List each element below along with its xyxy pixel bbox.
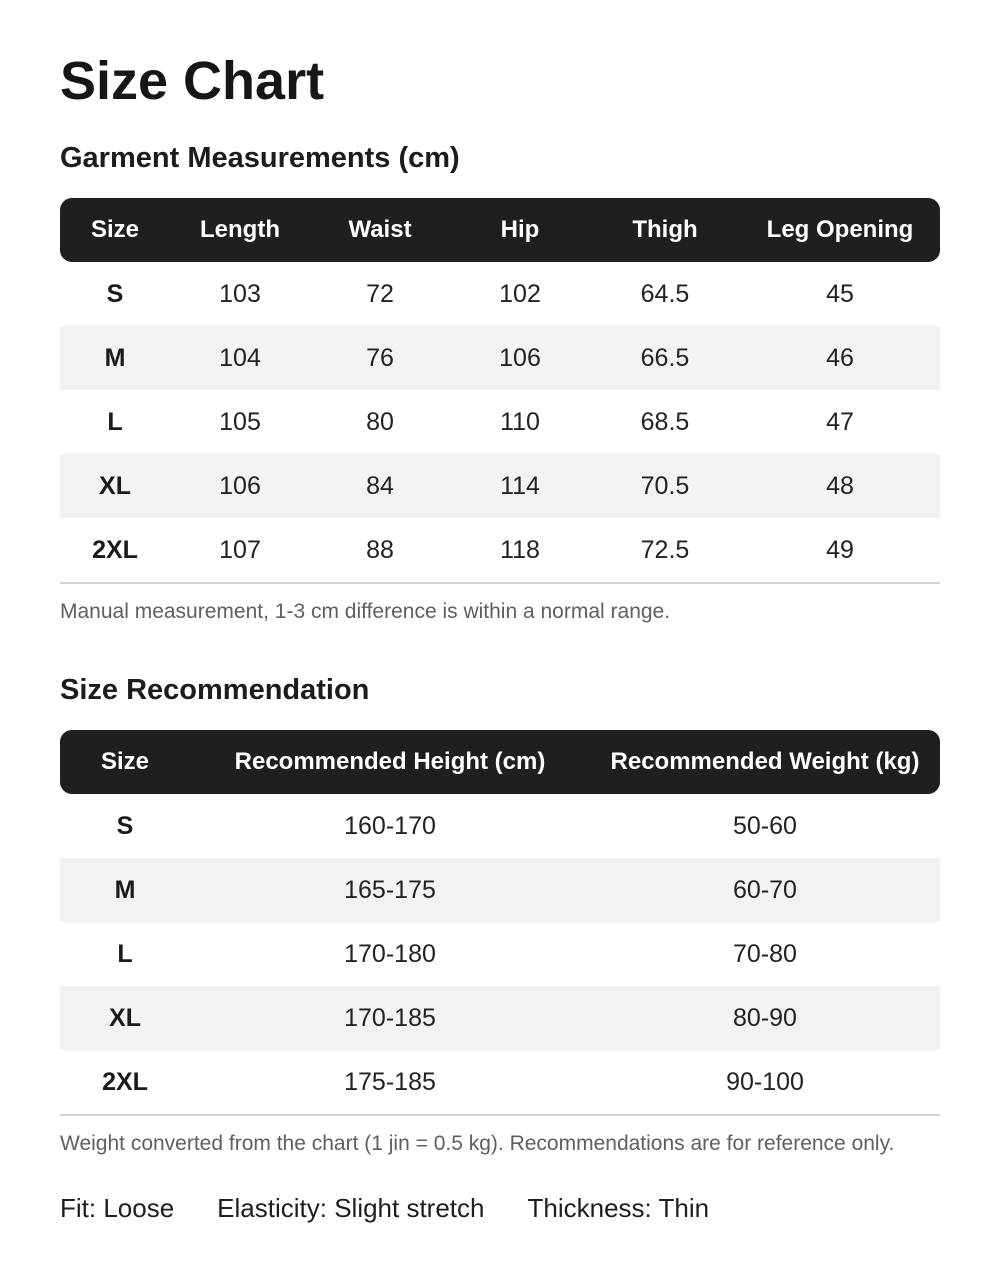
column-header: Waist (310, 198, 450, 262)
table-row (60, 390, 940, 454)
table-row (60, 794, 940, 858)
length-cell: 107 (170, 518, 310, 584)
garment-measurements-table (60, 198, 940, 584)
size-cell: XL (60, 986, 190, 1050)
thigh-cell: 72.5 (590, 518, 740, 584)
weight-cell: 70-80 (733, 939, 797, 968)
hip-cell: 102 (499, 279, 541, 308)
hip-cell: 118 (450, 518, 590, 584)
column-header: Leg Opening (740, 198, 940, 262)
column-header: Thigh (590, 198, 740, 262)
thigh-cell: 66.5 (590, 326, 740, 390)
measurement-note: Manual measurement, 1-3 cm difference is within a normal range. (60, 600, 671, 623)
table-row (60, 262, 940, 326)
height-cell: 175-185 (190, 1050, 590, 1116)
thigh-cell: 64.5 (640, 279, 690, 308)
column-header: Hip (450, 198, 590, 262)
table-row (60, 1050, 940, 1116)
table-header-row (60, 730, 940, 794)
recommendation-note: Weight converted from the chart (1 jin = 0.5 kg). Recommendations are for reference only. (60, 1132, 895, 1155)
product-attributes (60, 1193, 709, 1224)
waist-cell: 72 (366, 279, 394, 308)
leg-opening-cell: 47 (826, 407, 854, 436)
table-row (60, 454, 940, 518)
column-header: Length (170, 198, 310, 262)
size-recommendation-table (60, 730, 940, 1116)
length-cell: 103 (219, 279, 261, 308)
size-cell: M (60, 858, 190, 922)
size-cell: L (117, 939, 133, 968)
column-header: Recommended Height (cm) (190, 730, 590, 794)
waist-cell: 84 (310, 454, 450, 518)
height-cell: 170-180 (344, 939, 436, 968)
hip-cell: 110 (500, 407, 540, 436)
page-title: Size Chart (60, 51, 325, 111)
size-cell: XL (60, 454, 170, 518)
leg-opening-cell: 48 (740, 454, 940, 518)
table-row (60, 858, 940, 922)
size-cell: 2XL (60, 518, 170, 584)
leg-opening-cell: 45 (826, 279, 854, 308)
thigh-cell: 68.5 (640, 407, 690, 436)
weight-cell: 90-100 (590, 1050, 940, 1116)
weight-cell: 60-70 (590, 858, 940, 922)
size-recommendation-heading: Size Recommendation (60, 674, 370, 706)
thigh-cell: 70.5 (590, 454, 740, 518)
table-row (60, 986, 940, 1050)
hip-cell: 114 (450, 454, 590, 518)
leg-opening-cell: 46 (740, 326, 940, 390)
waist-cell: 80 (366, 407, 394, 436)
table-header-row (60, 198, 940, 262)
garment-measurements-heading: Garment Measurements (cm) (60, 142, 460, 174)
size-cell: S (106, 279, 124, 308)
size-cell: L (107, 407, 123, 436)
height-cell: 170-185 (190, 986, 590, 1050)
size-cell: S (116, 811, 134, 840)
size-cell: 2XL (60, 1050, 190, 1116)
size-cell: M (60, 326, 170, 390)
table-row (60, 518, 940, 584)
weight-cell: 50-60 (733, 811, 797, 840)
fit-attribute: Fit: Loose (60, 1193, 175, 1223)
waist-cell: 76 (310, 326, 450, 390)
elasticity-attribute: Elasticity: Slight stretch (217, 1193, 485, 1223)
length-cell: 105 (219, 407, 261, 436)
column-header: Size (60, 730, 190, 794)
column-header: Size (60, 198, 170, 262)
leg-opening-cell: 49 (740, 518, 940, 584)
table-row (60, 922, 940, 986)
waist-cell: 88 (310, 518, 450, 584)
table-row (60, 326, 940, 390)
column-header: Recommended Weight (kg) (590, 730, 940, 794)
height-cell: 165-175 (190, 858, 590, 922)
thickness-attribute: Thickness: Thin (527, 1193, 710, 1223)
length-cell: 104 (170, 326, 310, 390)
hip-cell: 106 (450, 326, 590, 390)
length-cell: 106 (170, 454, 310, 518)
weight-cell: 80-90 (590, 986, 940, 1050)
height-cell: 160-170 (344, 811, 436, 840)
